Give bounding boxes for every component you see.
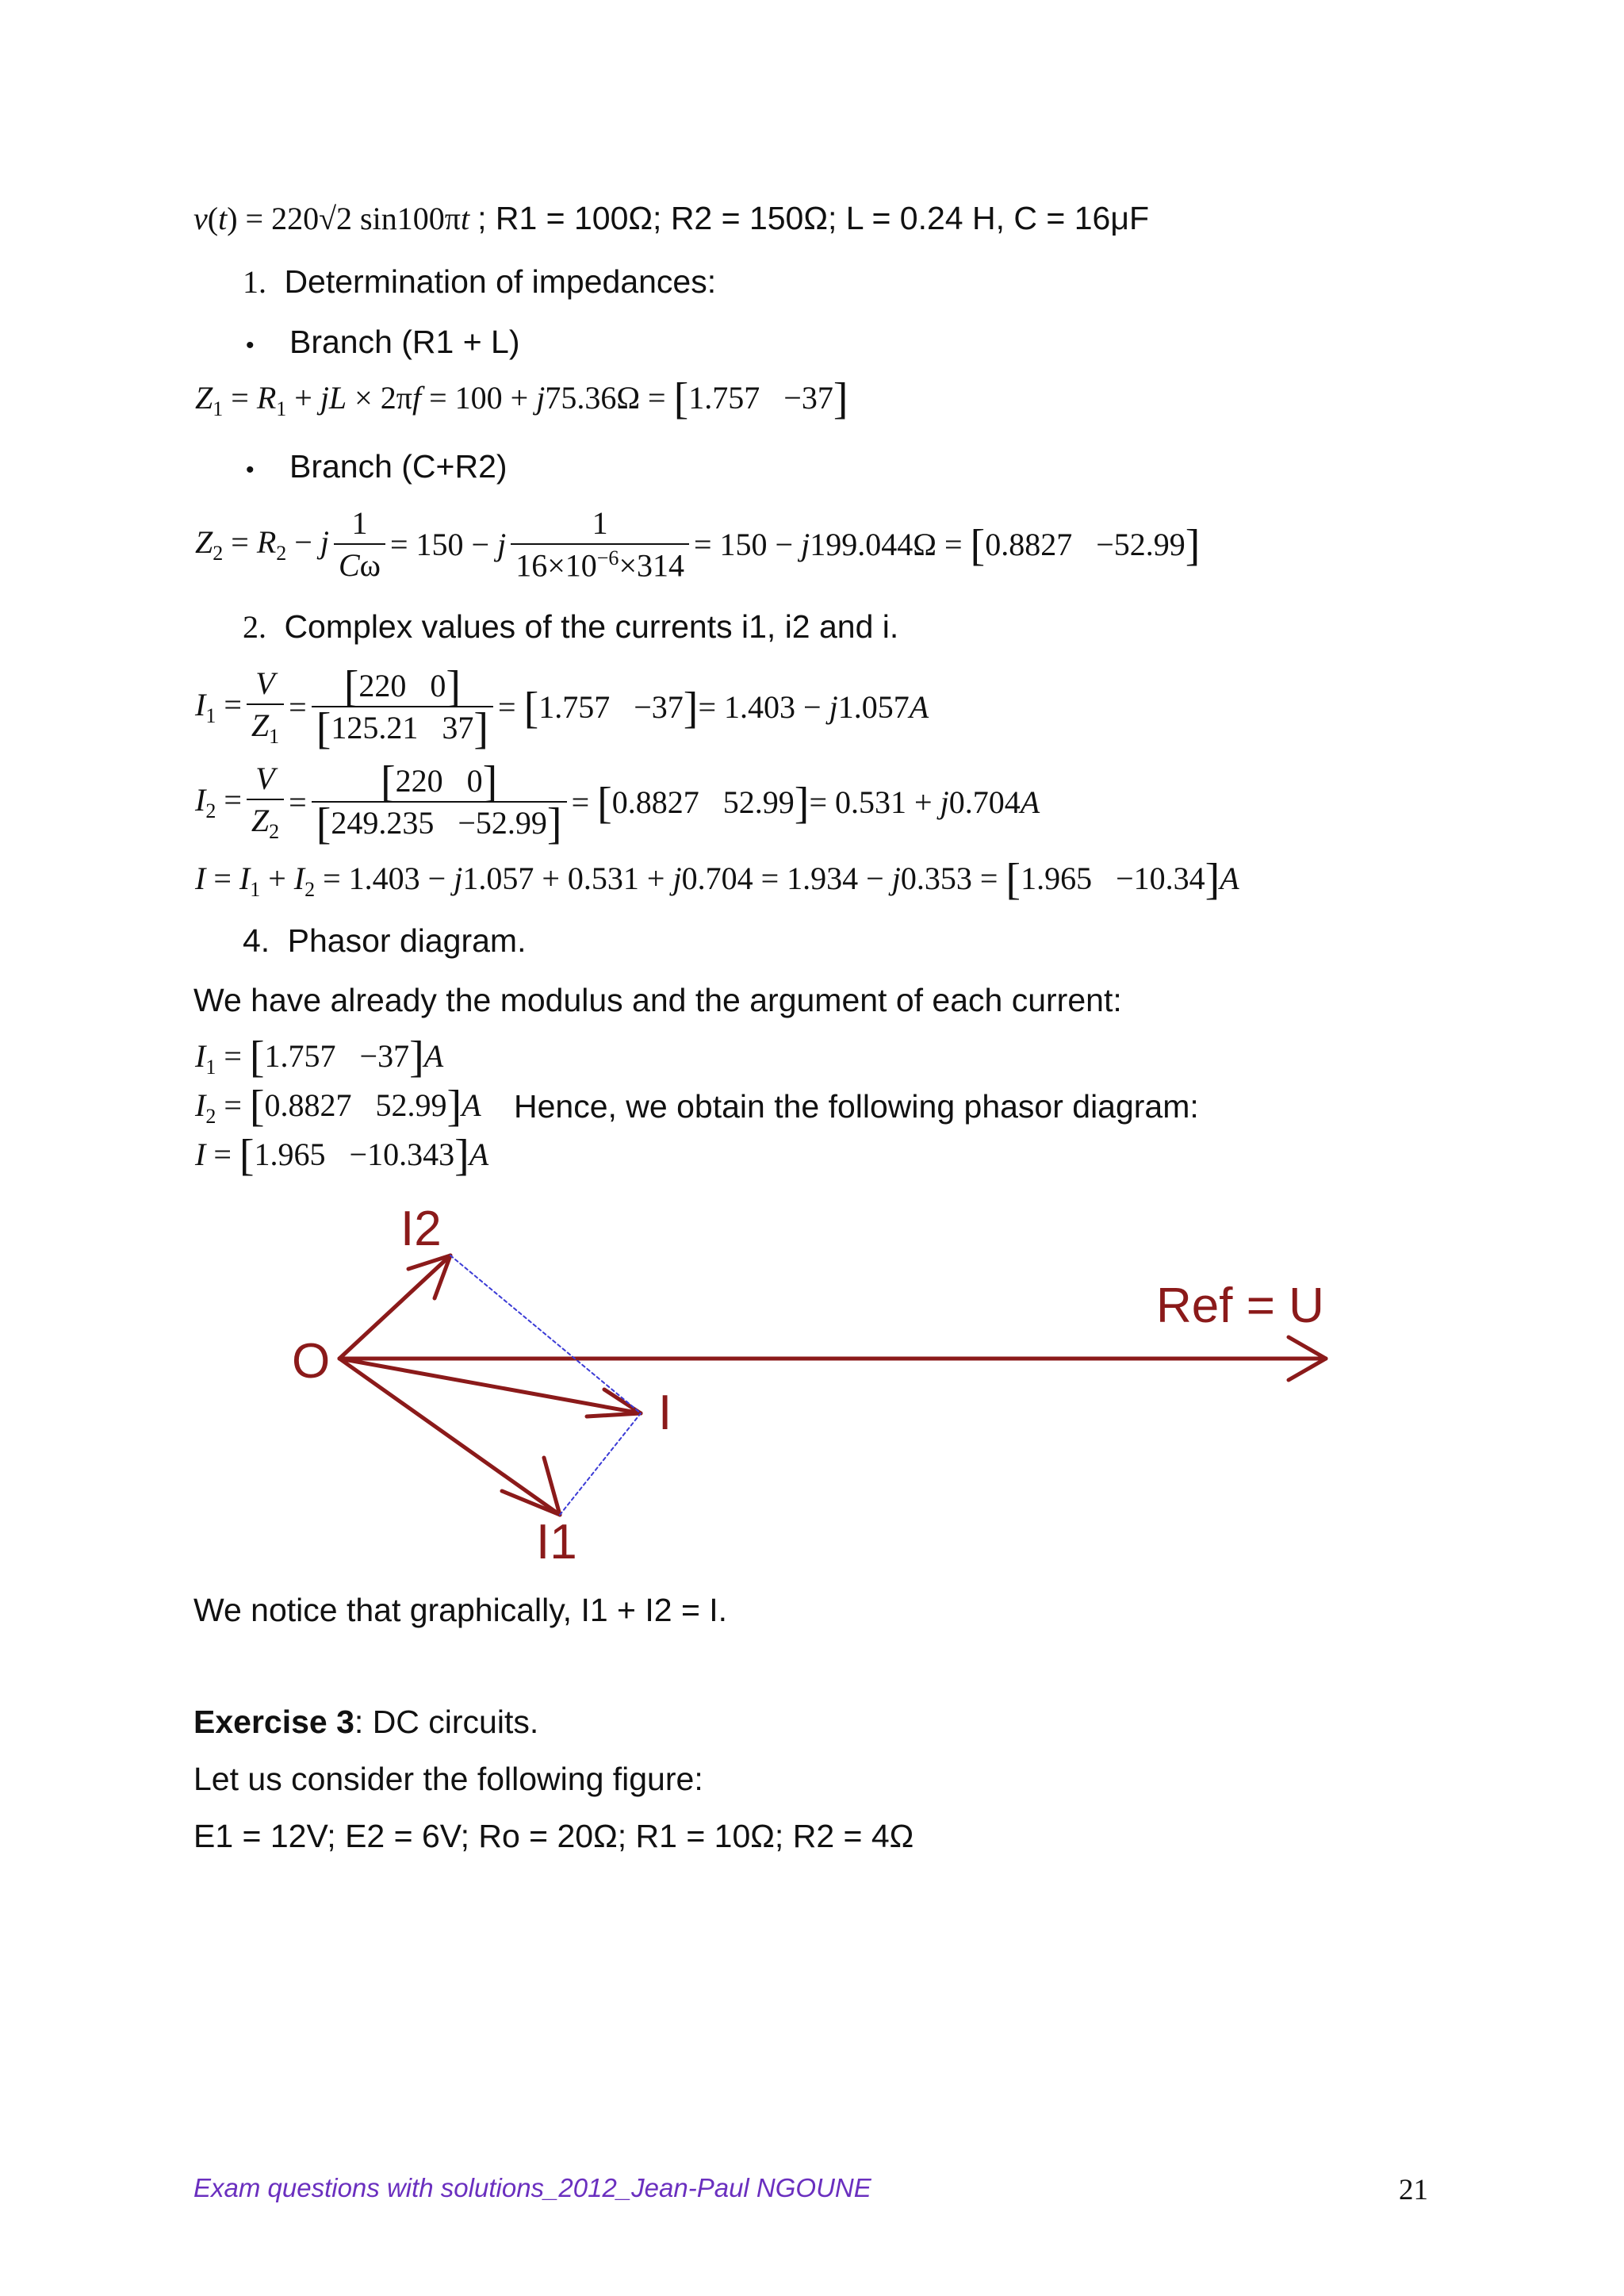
label-i1: I1 <box>536 1515 577 1570</box>
i1-equation: $I_1$ = $\frac{V}{Z_1}$ = $\frac{[220 0]}{[125.21 37]}$ = [1.757 −37]= 1.403 − j1.057A <box>195 662 929 753</box>
values-line: E1 = 12V; E2 = 6V; Ro = 20Ω; R1 = 10Ω; R2 = 4Ω <box>193 1818 914 1854</box>
i2-phasor-line <box>339 1255 450 1359</box>
construction-line-i2-i <box>450 1255 641 1413</box>
bullet-branch-r1-l: • Branch (R1 + L) <box>246 324 520 360</box>
i1-phasor-line <box>339 1359 560 1515</box>
step-1: 1. Determination of impedances: <box>243 263 717 300</box>
exercise-heading: Exercise 3: DC circuits. <box>193 1704 539 1740</box>
label-i: I <box>658 1386 672 1440</box>
consider-line: Let us consider the following figure: <box>193 1761 703 1797</box>
z1-equation: $Z_1 = R_1$ + jL × 2πf = 100 + j75.36Ω = [1.757 −37] <box>195 374 848 424</box>
modulus-paragraph: We have already the modulus and the argument of each current: <box>193 982 1122 1018</box>
label-i2: I2 <box>400 1202 442 1256</box>
footer-title: Exam questions with solutions_2012_Jean-Paul NGOUNE <box>193 2173 871 2202</box>
i-total-equation: $I = I_1 + I_2 = 1.403 - j1.057 + 0.531 + j0.704 = 1.934 - j0.353 = [1.965 -10.34]A$ <box>195 855 1239 904</box>
voltage-equation: v(t) = 220√2 sin100πt <box>193 201 470 236</box>
label-ref-u: Ref = U <box>1156 1278 1324 1333</box>
step-4: 4. Phasor diagram. <box>243 922 527 959</box>
construction-line-i1-i <box>560 1413 641 1515</box>
z2-equation: $Z_2 = R_2 - j$ $\frac{1}{C\omega}$ = 150 − j $\frac{1}{16\times 10^{-6}\times 314}$ = 150 − j199.044Ω = [0.8827 −52.99] <box>195 505 1201 584</box>
i-arrowhead-a <box>587 1413 641 1416</box>
given-values: ; R1 = 100Ω; R2 = 150Ω; L = 0.24 H, C = 16μF <box>477 200 1149 236</box>
step-2: 2. Complex values of the currents i1, i2 and i. <box>243 608 899 645</box>
i-polar: I = [1.965 −10.343]A <box>195 1131 489 1180</box>
i1-polar: $I_1 = [1.757 -37]A$ <box>195 1033 444 1082</box>
label-origin: O <box>292 1334 331 1389</box>
page-number: 21 <box>1399 2174 1428 2206</box>
ref-arrowhead-lower <box>1289 1359 1326 1380</box>
i-phasor-line <box>339 1359 641 1413</box>
i2-polar: $I_2 = [0.8827$ 52.99]A <box>195 1082 481 1131</box>
ref-arrowhead-upper <box>1289 1337 1326 1359</box>
i2-equation: $I_2$ = $\frac{V}{Z_2}$ = $\frac{[220 0]}{[249.235 -52.99]}$ = [0.8827 52.99]= 0.531 + j0.704A <box>195 757 1040 849</box>
notice-line: We notice that graphically, I1 + I2 = I. <box>193 1592 728 1628</box>
bullet-branch-c-r2: • Branch (C+R2) <box>246 448 508 485</box>
phasor-caption: Hence, we obtain the following phasor diagram: <box>514 1088 1199 1125</box>
